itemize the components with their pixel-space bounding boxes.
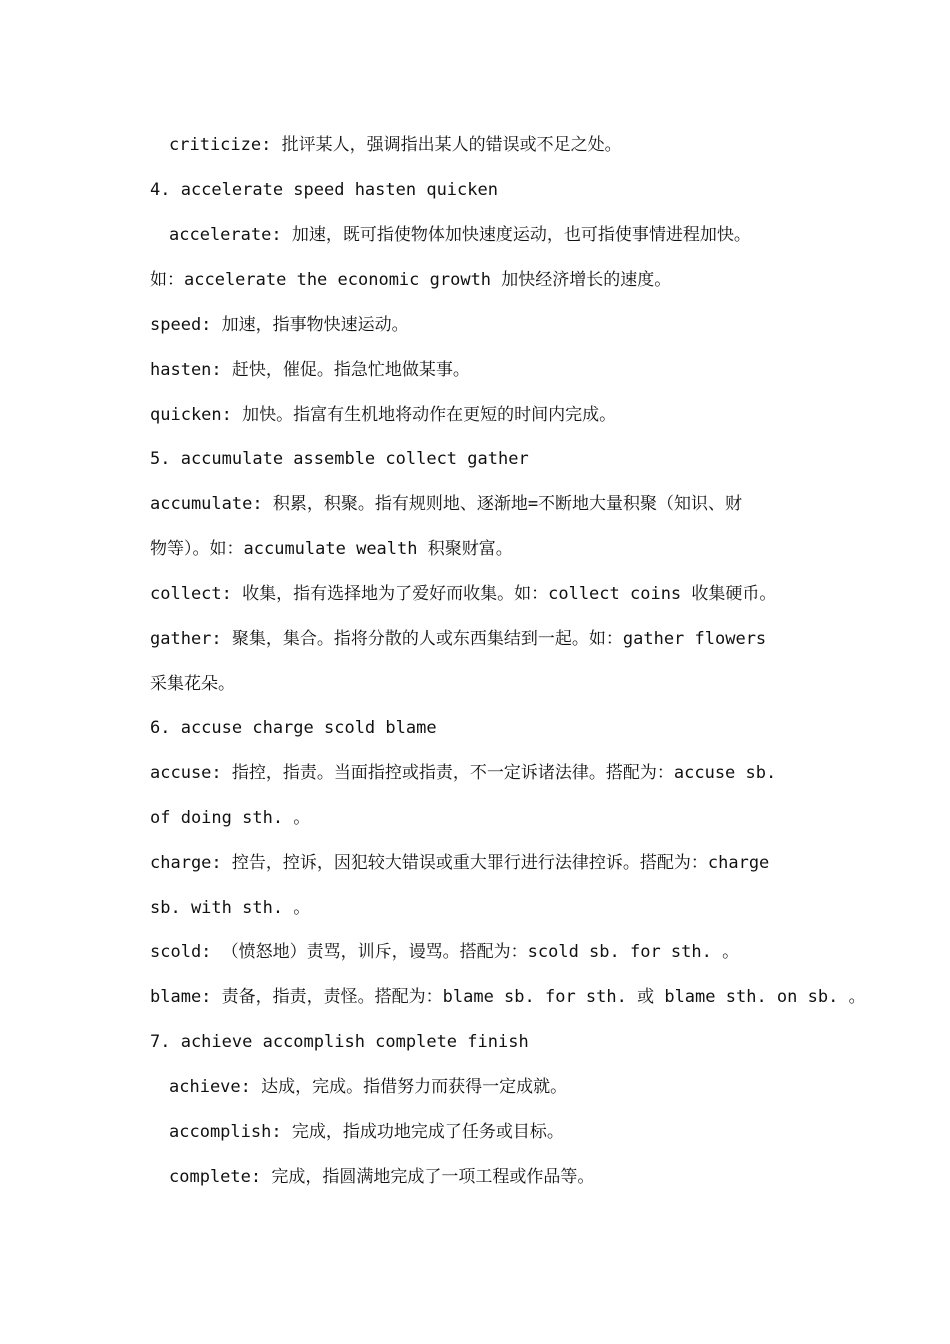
definition-accelerate: accelerate: 加速，既可指使物体加快速度运动，也可指使事情进程加快。 [169,225,751,245]
example-accelerate: 如：accelerate the economic growth 加快经济增长的速度。 [150,270,672,290]
definition-blame: blame: 责备，指责，责怪。搭配为：blame sb. for sth. 或 blame sth. on sb. 。 [150,987,866,1007]
heading-group-4: 4. accelerate speed hasten quicken [150,180,498,200]
definition-accuse: accuse: 指控，指责。当面指控或指责，不一定诉诸法律。搭配为：accuse sb. [150,763,777,783]
definition-achieve: achieve: 达成，完成。指借努力而获得一定成就。 [169,1077,568,1097]
definition-accumulate: accumulate: 积累，积聚。指有规则地、逐渐地=不断地大量积聚（知识、财 [150,494,743,514]
definition-accumulate-cont: 物等）。如：accumulate wealth 积聚财富。 [150,539,513,559]
heading-group-5: 5. accumulate assemble collect gather [150,449,529,469]
definition-charge: charge: 控告，控诉，因犯较大错误或重大罪行进行法律控诉。搭配为：charge [150,853,770,873]
definition-accuse-cont: of doing sth. 。 [150,808,311,828]
definition-gather: gather: 聚集，集合。指将分散的人或东西集结到一起。如：gather flowers [150,629,767,649]
heading-group-6: 6. accuse charge scold blame [150,718,437,738]
definition-criticize: criticize: 批评某人，强调指出某人的错误或不足之处。 [169,135,622,155]
definition-speed: speed: 加速，指事物快速运动。 [150,315,409,335]
definition-charge-cont: sb. with sth. 。 [150,898,311,918]
definition-accomplish: accomplish: 完成，指成功地完成了任务或目标。 [169,1122,564,1142]
definition-gather-cont: 采集花朵。 [150,674,235,694]
definition-collect: collect: 收集，指有选择地为了爱好而收集。如：collect coins 收集硬币。 [150,584,777,604]
definition-complete: complete: 完成，指圆满地完成了一项工程或作品等。 [169,1167,595,1187]
definition-hasten: hasten: 赶快，催促。指急忙地做某事。 [150,360,470,380]
heading-group-7: 7. achieve accomplish complete finish [150,1032,529,1052]
definition-scold: scold: （愤怒地）责骂，训斥，谩骂。搭配为：scold sb. for sth. 。 [150,942,740,962]
definition-quicken: quicken: 加快。指富有生机地将动作在更短的时间内完成。 [150,405,617,425]
